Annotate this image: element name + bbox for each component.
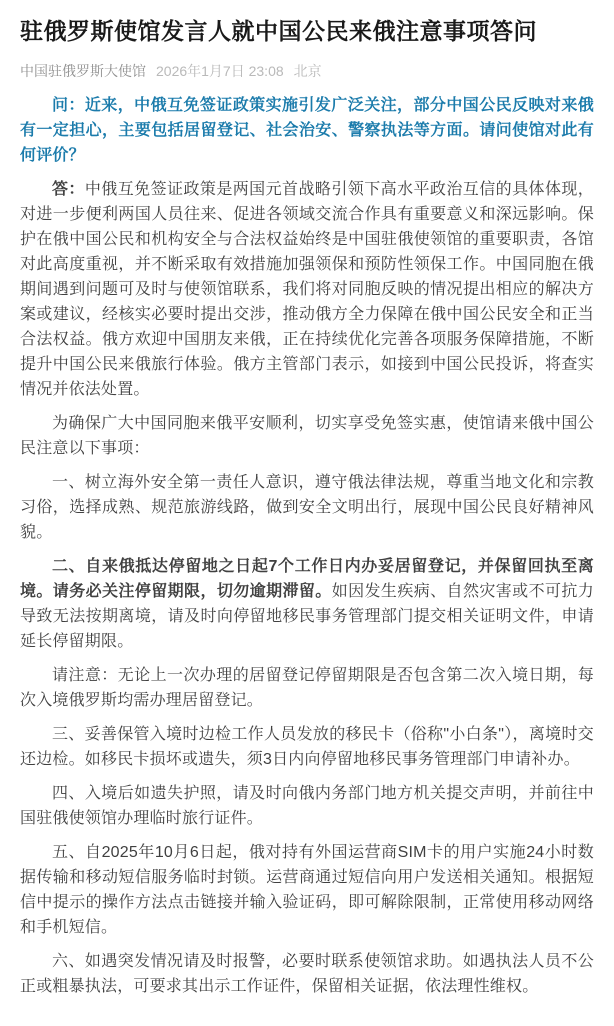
paragraph-segment: 一、树立海外安全第一责任人意识，遵守俄法律法规，尊重当地文化和宗教习俗，选择成熟、规范旅游线路，做到安全文明出行，展现中国公民良好精神风貌。 [20,474,594,542]
article-title: 驻俄罗斯使馆发言人就中国公民来俄注意事项答问 [20,18,537,44]
paragraph-segment: 为确保广大中国同胞来俄平安顺利，切实享受免签实惠，使馆请来俄中国公民注意以下事项： [20,415,594,458]
article-paragraph-body [20,840,594,940]
paragraph-segment: 答： [52,181,85,199]
paragraph-segment: 五、自2025年10月6日起，俄对持有外国运营商SIM卡的用户实施24小时数据传输和移动短信服务临时封锁。运营商通过短信向用户发送相关通知。根据短信中提示的操作方法点击链接并输入验证码，即可解除限制，正常使用移动网络和手机短信。 [20,844,594,937]
paragraph-segment: 如因发生疾病、自然灾害或不可抗力导致无法按期离境，请及时向停留地移民事务管理部门提交相关证明文件，申请延长停留期限。 [20,583,595,651]
publish-datetime: 2026年1月7日 23:08 [156,63,284,80]
paragraph-segment: 请注意：无论上一次办理的居留登记停留期限是否包含第二次入境日期，每次入境俄罗斯均需办理居留登记。 [20,667,594,710]
article-body [20,93,594,999]
article-paragraph-body [20,554,594,654]
paragraph-segment: 四、入境后如遗失护照，请及时向俄内务部门地方机关提交声明，并前往中国驻俄使领馆办理临时旅行证件。 [20,785,594,828]
article-paragraph-body [20,411,594,461]
paragraph-segment: 六、如遇突发情况请及时报警，必要时联系使领馆求助。如遇执法人员不公正或粗暴执法，可要求其出示工作证件，保留相关证据，依法理性维权。 [20,953,594,996]
paragraph-segment: 中俄互免签证政策是两国元首战略引领下高水平政治互信的具体体现，对进一步便利两国人员往来、促进各领域交流合作具有重要意义和深远影响。保护在俄中国公民和机构安全与合法权益始终是中国驻俄使领馆的重要职责，各馆对此高度重视，并不断采取有效措施加强领保和预防性领保工作。中国同胞在俄期间遇到问题可及时与使领馆联系，我们将对同胞反映的情况提出相应的解决方案或建议，经核实必要时提出交涉，推动俄方全力保障在俄中国公民安全和正当合法权益。俄方欢迎中国朋友来俄，正在持续优化完善各项服务保障措施，不断提升中国公民来俄旅行体验。俄方主管部门表示，如接到中国公民投诉，将查实情况并依法处置。 [20,181,595,399]
article-paragraph-body [20,722,594,772]
article-paragraph-body [20,781,594,831]
paragraph-segment: 二、自来俄抵达停留地之日起7个工作日内办妥居留登记，并保留回执至离境。请务必关注停留期限，切勿逾期滞留。 [20,558,594,601]
publisher-name[interactable]: 中国驻俄罗斯大使馆 [20,63,146,80]
article-paragraph-answer [20,177,594,402]
paragraph-segment: 三、妥善保管入境时边检工作人员发放的移民卡（俗称"小白条"），离境时交还边检。如移民卡损坏或遗失，须3日内向停留地移民事务管理部门申请补办。 [20,726,594,769]
article-paragraph-question [20,93,594,168]
article-paragraph-body [20,470,594,545]
byline [20,61,594,81]
paragraph-segment: 问：近来，中俄互免签证政策实施引发广泛关注，部分中国公民反映对来俄有一定担心，主要包括居留登记、社会治安、警察执法等方面。请问使馆对此有何评价？ [20,97,594,165]
article-paragraph-body [20,949,594,999]
article-paragraph-body [20,663,594,713]
publish-location: 北京 [293,63,322,80]
